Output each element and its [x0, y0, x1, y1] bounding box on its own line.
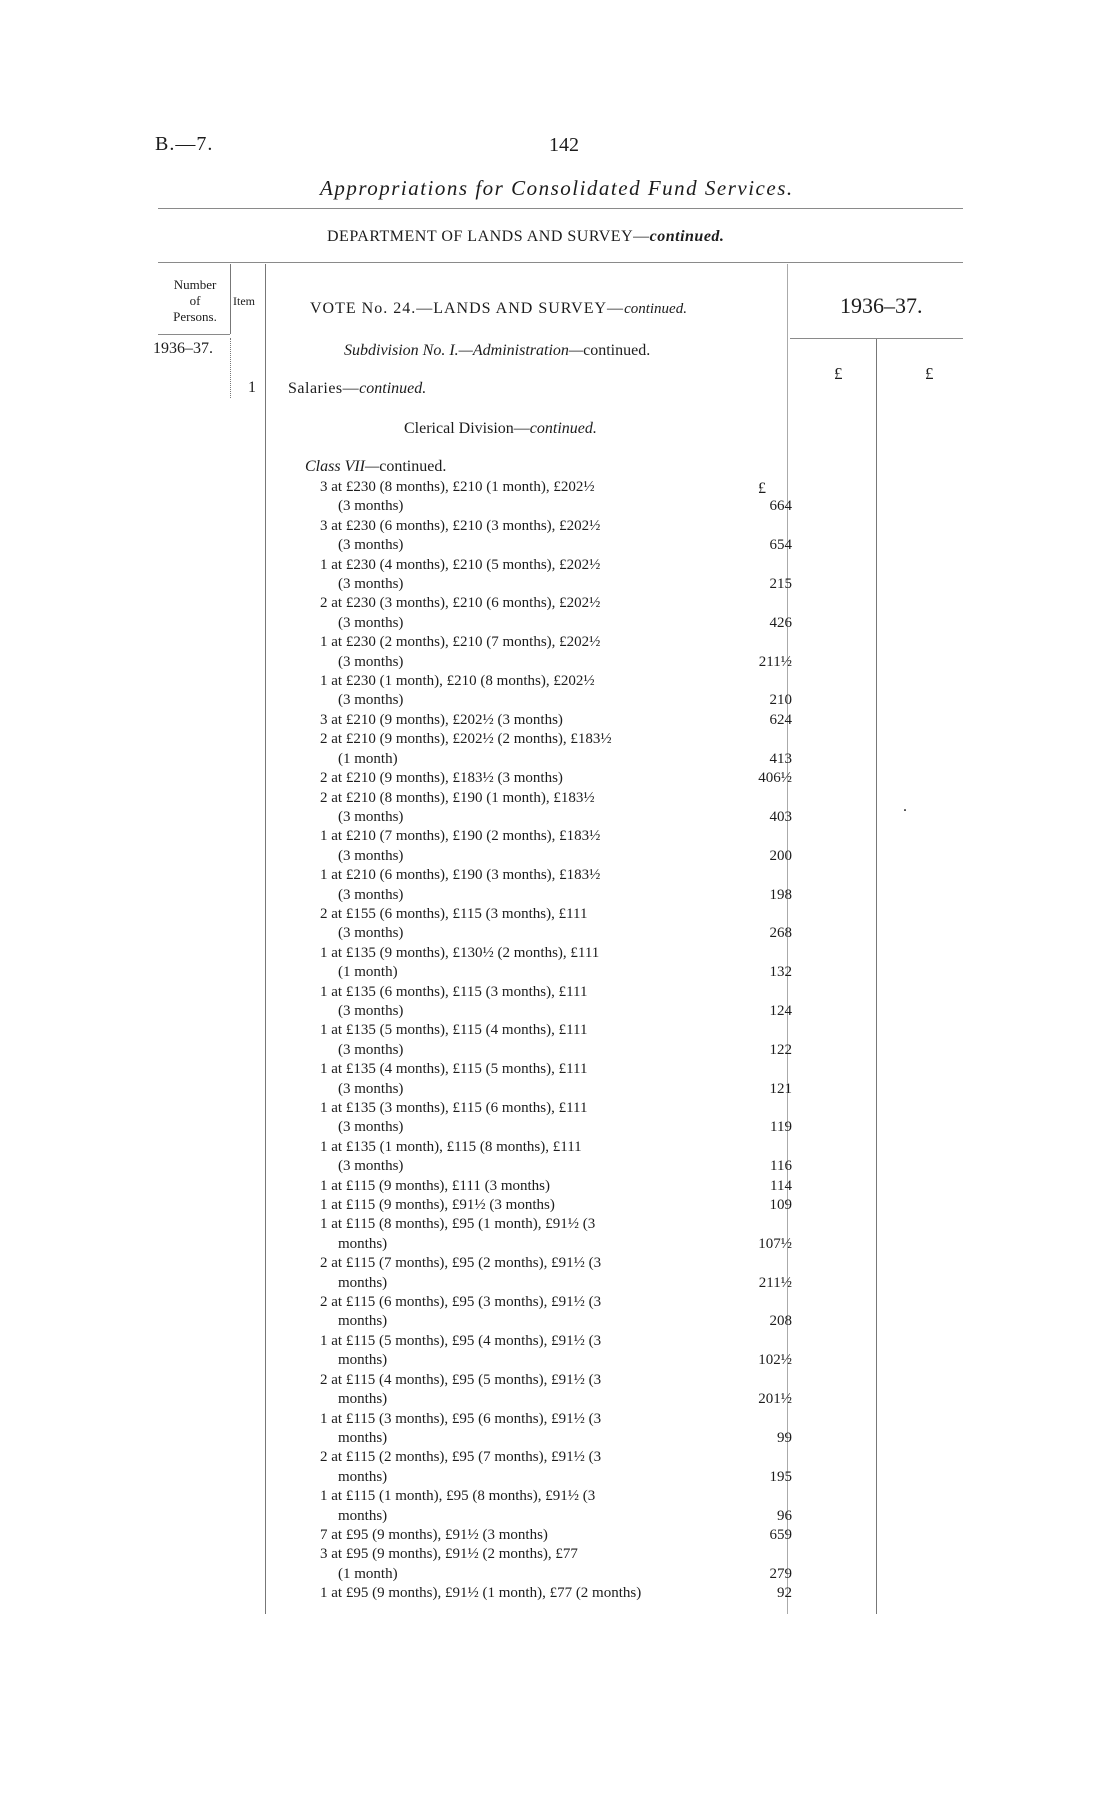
subdivision-heading — [344, 342, 650, 360]
salary-entry — [320, 769, 790, 788]
salary-entry — [320, 1487, 790, 1526]
entry-amount: 211½ — [758, 653, 792, 670]
entry-description-continued: (3 months) — [338, 925, 404, 942]
salary-entry — [320, 1196, 790, 1215]
persons-year-label: 1936–37. — [153, 340, 213, 357]
persons-header-line1: Number — [173, 277, 217, 292]
entry-amount: 92 — [777, 1585, 792, 1602]
leader-dots — [435, 1080, 705, 1099]
entry-description: 2 at £210 (9 months), £183½ (3 months) — [320, 770, 563, 787]
entry-description: 1 at £230 (4 months), £210 (5 months), £202½ — [320, 556, 601, 573]
entry-description: 1 at £230 (2 months), £210 (7 months), £202½ — [320, 634, 601, 651]
subdivision-title: Subdivision No. I.—Administration— — [344, 342, 584, 359]
entry-description-continued: (3 months) — [338, 1002, 404, 1019]
entry-amount: 96 — [777, 1507, 792, 1524]
salary-entry — [320, 672, 790, 711]
entry-amount: 124 — [769, 1002, 792, 1019]
leader-dots — [435, 1118, 705, 1137]
entry-description-continued: months) — [338, 1352, 388, 1369]
entry-amount: 116 — [770, 1158, 792, 1175]
entry-description: 3 at £95 (9 months), £91½ (2 months), £77 — [320, 1546, 578, 1563]
entry-description: 2 at £230 (3 months), £210 (6 months), £202½ — [320, 595, 601, 612]
salary-entry — [320, 1021, 790, 1060]
year-column-header: 1936–37. — [840, 293, 923, 318]
leader-dots — [435, 653, 705, 672]
item-column-rule — [265, 264, 266, 1614]
entry-description-continued: (1 month) — [338, 1565, 398, 1582]
entry-description: 2 at £115 (2 months), £95 (7 months), £91½ (3 — [320, 1449, 602, 1466]
entry-description: 2 at £210 (8 months), £190 (1 month), £183½ — [320, 789, 595, 806]
leader-dots — [435, 575, 705, 594]
department-suffix: continued. — [649, 228, 725, 245]
entry-amount: 624 — [769, 711, 792, 728]
entry-amount: 102½ — [758, 1352, 792, 1369]
salary-entry — [320, 983, 790, 1022]
leader-dots — [435, 536, 705, 555]
leader-dots — [435, 1565, 705, 1584]
leader-dots — [435, 1157, 705, 1176]
salary-entries-list — [320, 478, 790, 1604]
persons-column-rule — [230, 264, 231, 334]
entry-amount: 413 — [769, 750, 792, 767]
salary-entry — [320, 556, 790, 595]
salaries-title: Salaries— — [288, 380, 360, 397]
pound-sign-right: £ — [925, 364, 934, 383]
entry-amount: 654 — [769, 537, 792, 554]
salary-entry — [320, 517, 790, 556]
year-split-rule — [876, 338, 877, 1614]
entry-description-continued: months) — [338, 1313, 388, 1330]
entry-description-continued: (1 month) — [338, 750, 398, 767]
entry-description: 1 at £115 (1 month), £95 (8 months), £91½ (3 — [320, 1488, 596, 1505]
stray-mark: . — [903, 798, 907, 815]
entry-description: 2 at £210 (9 months), £202½ (2 months), £183½ — [320, 731, 612, 748]
salary-entry — [320, 730, 790, 769]
entry-description-continued: (3 months) — [338, 576, 404, 593]
leader-dots — [435, 1429, 705, 1448]
entry-amount: 426 — [769, 614, 792, 631]
amount-pound-sign: £ — [758, 480, 766, 497]
persons-header-line3: Persons. — [173, 309, 217, 324]
entry-description-continued: months) — [338, 1468, 388, 1485]
entry-description: 1 at £230 (1 month), £210 (8 months), £202½ — [320, 673, 595, 690]
salary-entry — [320, 944, 790, 983]
salary-entry — [320, 905, 790, 944]
entry-amount: 107½ — [758, 1235, 792, 1252]
subdivision-suffix: continued. — [583, 342, 651, 359]
entry-description: 3 at £230 (8 months), £210 (1 month), £202½ — [320, 479, 595, 495]
leader-dots — [435, 691, 705, 710]
entry-description-continued: months) — [338, 1235, 388, 1252]
leader-dots — [435, 711, 705, 730]
entry-description: 3 at £230 (6 months), £210 (3 months), £202½ — [320, 517, 601, 534]
leader-dots — [435, 924, 705, 943]
leader-dots — [435, 1468, 705, 1487]
class-heading — [305, 458, 446, 476]
entry-description-continued: (3 months) — [338, 847, 404, 864]
item-number: 1 — [248, 379, 256, 396]
entry-amount: 195 — [769, 1468, 792, 1485]
salary-entry — [320, 1410, 790, 1449]
entry-description-continued: (3 months) — [338, 498, 404, 515]
entry-amount: 208 — [769, 1313, 792, 1330]
salary-entry — [320, 594, 790, 633]
leader-dots — [435, 1177, 705, 1196]
entry-description-continued: (3 months) — [338, 808, 404, 825]
entry-amount: 201½ — [758, 1391, 792, 1408]
entry-description: 2 at £115 (4 months), £95 (5 months), £91½ (3 — [320, 1371, 602, 1388]
entry-description: 1 at £135 (9 months), £130½ (2 months), £111 — [320, 944, 600, 961]
pound-sign-left: £ — [834, 364, 843, 383]
entry-description-continued: (3 months) — [338, 886, 404, 903]
persons-column-rule-lower — [230, 338, 231, 398]
vote-heading — [310, 300, 687, 318]
entry-description: 2 at £155 (6 months), £115 (3 months), £111 — [320, 905, 588, 922]
salary-entry — [320, 1545, 790, 1584]
entry-amount: 406½ — [758, 770, 792, 787]
vote-title: VOTE No. 24.—LANDS AND SURVEY— — [310, 300, 625, 317]
entry-amount: 198 — [769, 886, 792, 903]
salaries-heading — [288, 380, 426, 398]
salary-entry — [320, 1448, 790, 1487]
salary-entry — [320, 711, 790, 730]
entry-amount: 122 — [769, 1041, 792, 1058]
entry-amount: 109 — [769, 1197, 792, 1214]
entry-description: 2 at £115 (7 months), £95 (2 months), £91½ (3 — [320, 1255, 602, 1272]
leader-dots — [435, 886, 705, 905]
entry-amount: 211½ — [758, 1274, 792, 1291]
entry-amount: 279 — [769, 1565, 792, 1582]
entry-amount: 215 — [769, 576, 792, 593]
leader-dots — [435, 750, 705, 769]
entry-description-continued: (3 months) — [338, 692, 404, 709]
salary-entry — [320, 866, 790, 905]
leader-dots — [435, 963, 705, 982]
persons-header-rule — [158, 334, 230, 335]
entry-description: 1 at £115 (5 months), £95 (4 months), £91½ (3 — [320, 1332, 602, 1349]
entry-description: 1 at £210 (6 months), £190 (3 months), £183½ — [320, 867, 601, 884]
entry-amount: 210 — [769, 692, 792, 709]
leader-dots — [435, 1002, 705, 1021]
vote-suffix: continued. — [624, 301, 687, 317]
salary-entry — [320, 827, 790, 866]
entry-description-continued: (3 months) — [338, 1080, 404, 1097]
leader-dots — [435, 497, 705, 516]
leader-dots — [435, 1584, 705, 1603]
entry-description: 1 at £115 (8 months), £95 (1 month), £91½ (3 — [320, 1216, 596, 1233]
page-title: Appropriations for Consolidated Fund Services. — [320, 176, 794, 200]
salary-entry — [320, 1099, 790, 1138]
leader-dots — [435, 1041, 705, 1060]
entry-description: 7 at £95 (9 months), £91½ (3 months) — [320, 1526, 548, 1543]
entry-amount: 114 — [770, 1177, 792, 1194]
salary-entry — [320, 1215, 790, 1254]
entry-description: 1 at £135 (4 months), £115 (5 months), £111 — [320, 1061, 588, 1078]
entry-description: 3 at £210 (9 months), £202½ (3 months) — [320, 711, 563, 728]
entry-description-continued: months) — [338, 1274, 388, 1291]
leader-dots — [435, 769, 705, 788]
entry-amount: 121 — [769, 1080, 792, 1097]
department-name: DEPARTMENT OF LANDS AND SURVEY— — [327, 228, 650, 245]
salary-entry — [320, 633, 790, 672]
department-heading — [327, 228, 724, 246]
entry-description: 2 at £115 (6 months), £95 (3 months), £91½ (3 — [320, 1294, 602, 1311]
entry-description-continued: months) — [338, 1507, 388, 1524]
salary-entry — [320, 1254, 790, 1293]
entry-amount: 132 — [769, 964, 792, 981]
entry-description: 1 at £135 (6 months), £115 (3 months), £111 — [320, 983, 588, 1000]
entry-description: 1 at £95 (9 months), £91½ (1 month), £77 (2 months) — [320, 1585, 642, 1602]
salary-entry — [320, 1332, 790, 1371]
entry-description-continued: (3 months) — [338, 537, 404, 554]
entry-description-continued: (3 months) — [338, 614, 404, 631]
leader-dots — [435, 847, 705, 866]
salary-entry — [320, 478, 790, 517]
salary-entry — [320, 1293, 790, 1332]
entry-amount: 403 — [769, 808, 792, 825]
salary-entry — [320, 1371, 790, 1410]
leader-dots — [435, 1507, 705, 1526]
page-number: 142 — [549, 134, 579, 156]
entry-description: 1 at £135 (3 months), £115 (6 months), £111 — [320, 1100, 588, 1116]
entry-description-continued: (3 months) — [338, 1119, 404, 1136]
entry-description: 1 at £115 (9 months), £111 (3 months) — [320, 1177, 550, 1194]
entry-description-continued: (1 month) — [338, 964, 398, 981]
entry-description: 1 at £115 (3 months), £95 (6 months), £91½ (3 — [320, 1410, 602, 1427]
salaries-suffix: continued. — [359, 380, 427, 397]
leader-dots — [435, 1274, 705, 1293]
salary-entry — [320, 1177, 790, 1196]
leader-dots — [435, 1390, 705, 1409]
salary-entry — [320, 789, 790, 828]
persons-column-header — [160, 277, 230, 325]
clerical-suffix: continued. — [529, 420, 597, 437]
entry-amount: 119 — [770, 1119, 792, 1136]
leader-dots — [435, 1196, 705, 1215]
entry-description-continued: months) — [338, 1391, 388, 1408]
leader-dots — [435, 614, 705, 633]
leader-dots — [435, 1351, 705, 1370]
entry-description: 1 at £115 (9 months), £91½ (3 months) — [320, 1197, 555, 1214]
entry-amount: 268 — [769, 925, 792, 942]
entry-amount: 659 — [769, 1526, 792, 1543]
clerical-title: Clerical Division— — [404, 420, 530, 437]
leader-dots — [435, 1235, 705, 1254]
persons-header-line2: of — [189, 293, 201, 308]
leader-dots — [435, 1312, 705, 1331]
entry-amount: 99 — [777, 1429, 792, 1446]
salary-entry — [320, 1060, 790, 1099]
table-top-rule — [158, 262, 963, 263]
entry-description-continued: (3 months) — [338, 653, 404, 670]
salary-entry — [320, 1526, 790, 1545]
item-column-header: Item — [233, 294, 255, 308]
year-header-rule — [790, 338, 963, 339]
entry-amount: 664 — [769, 498, 792, 515]
clerical-division-heading — [404, 420, 597, 438]
entry-description-continued: months) — [338, 1429, 388, 1446]
entry-description-continued: (3 months) — [338, 1041, 404, 1058]
salary-entry — [320, 1138, 790, 1177]
entry-description: 1 at £135 (5 months), £115 (4 months), £111 — [320, 1022, 588, 1039]
salary-entry — [320, 1584, 790, 1603]
class-suffix: continued. — [379, 458, 447, 475]
entry-amount: 200 — [769, 847, 792, 864]
entry-description-continued: (3 months) — [338, 1158, 404, 1175]
class-title: Class VII— — [305, 458, 380, 475]
leader-dots — [435, 1526, 705, 1545]
title-rule — [158, 208, 963, 209]
document-reference: B.—7. — [155, 133, 214, 155]
leader-dots — [435, 808, 705, 827]
entry-description: 1 at £210 (7 months), £190 (2 months), £183½ — [320, 828, 601, 845]
entry-description: 1 at £135 (1 month), £115 (8 months), £111 — [320, 1138, 582, 1155]
